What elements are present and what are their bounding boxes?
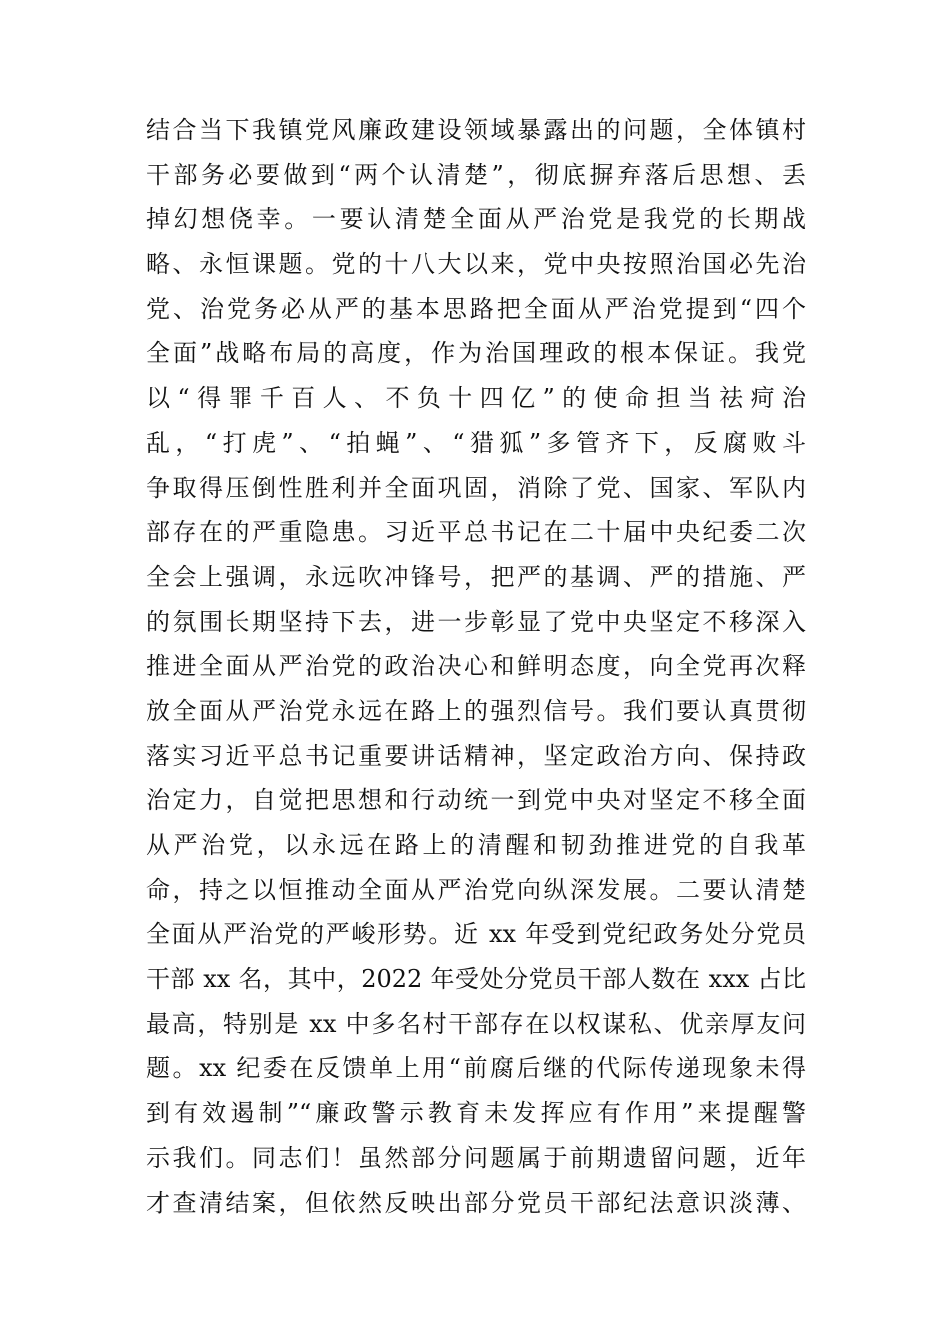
text-line: 示我们。同志们！虽然部分问题属于前期遗留问题，近年	[146, 1143, 806, 1172]
text-line: 党、治党务必从严的基本思路把全面从严治党提到“四个	[146, 294, 806, 323]
text-line: 以“得罪千百人、不负十四亿”的使命担当祛疴治	[146, 384, 806, 413]
text-line: 的氛围长期坚持下去，进一步彰显了党中央坚定不移深入	[146, 607, 806, 636]
text-line: 干部 xx 名，其中，2022 年受处分党员干部人数在 xxx 占比	[146, 965, 806, 994]
text-line: 全面从严治党的严峻形势。近 xx 年受到党纪政务处分党员	[146, 920, 806, 949]
text-line: 从严治党，以永远在路上的清醒和韧劲推进党的自我革	[146, 831, 806, 859]
text-line: 才查清结案，但依然反映出部分党员干部纪法意识淡薄、	[146, 1188, 806, 1217]
text-line: 干部务必要做到“两个认清楚”，彻底摒弃落后思想、丢	[146, 160, 806, 189]
text-line: 最高，特别是 xx 中多名村干部存在以权谋私、优亲厚友问	[146, 1009, 806, 1038]
text-line: 治定力，自觉把思想和行动统一到党中央对坚定不移全面	[146, 786, 806, 815]
text-line: 乱，“打虎”、“拍蝇”、“猎狐”多管齐下，反腐败斗	[146, 428, 806, 457]
text-line: 略、永恒课题。党的十八大以来，党中央按照治国必先治	[146, 250, 806, 279]
text-line: 争取得压倒性胜利并全面巩固，消除了党、国家、军队内	[146, 473, 806, 502]
text-line: 落实习近平总书记重要讲话精神，坚定政治方向、保持政	[146, 741, 806, 770]
text-line: 到有效遏制”“廉政警示教育未发挥应有作用”来提醒警	[146, 1099, 806, 1128]
text-line: 结合当下我镇党风廉政建设领域暴露出的问题，全体镇村	[146, 116, 806, 144]
text-line: 题。xx 纪委在反馈单上用“前腐后继的代际传递现象未得	[146, 1054, 806, 1083]
text-line: 命，持之以恒推动全面从严治党向纵深发展。二要认清楚	[146, 875, 806, 904]
text-line: 全会上强调，永远吹冲锋号，把严的基调、严的措施、严	[146, 562, 806, 591]
text-line: 推进全面从严治党的政治决心和鲜明态度，向全党再次释	[146, 652, 806, 681]
body-paragraph	[146, 108, 806, 1225]
text-line: 掉幻想侥幸。一要认清楚全面从严治党是我党的长期战	[146, 205, 806, 234]
text-line: 全面”战略布局的高度，作为治国理政的根本保证。我党	[146, 339, 806, 368]
text-line: 部存在的严重隐患。习近平总书记在二十届中央纪委二次	[146, 518, 806, 547]
text-line: 放全面从严治党永远在路上的强烈信号。我们要认真贯彻	[146, 696, 806, 725]
